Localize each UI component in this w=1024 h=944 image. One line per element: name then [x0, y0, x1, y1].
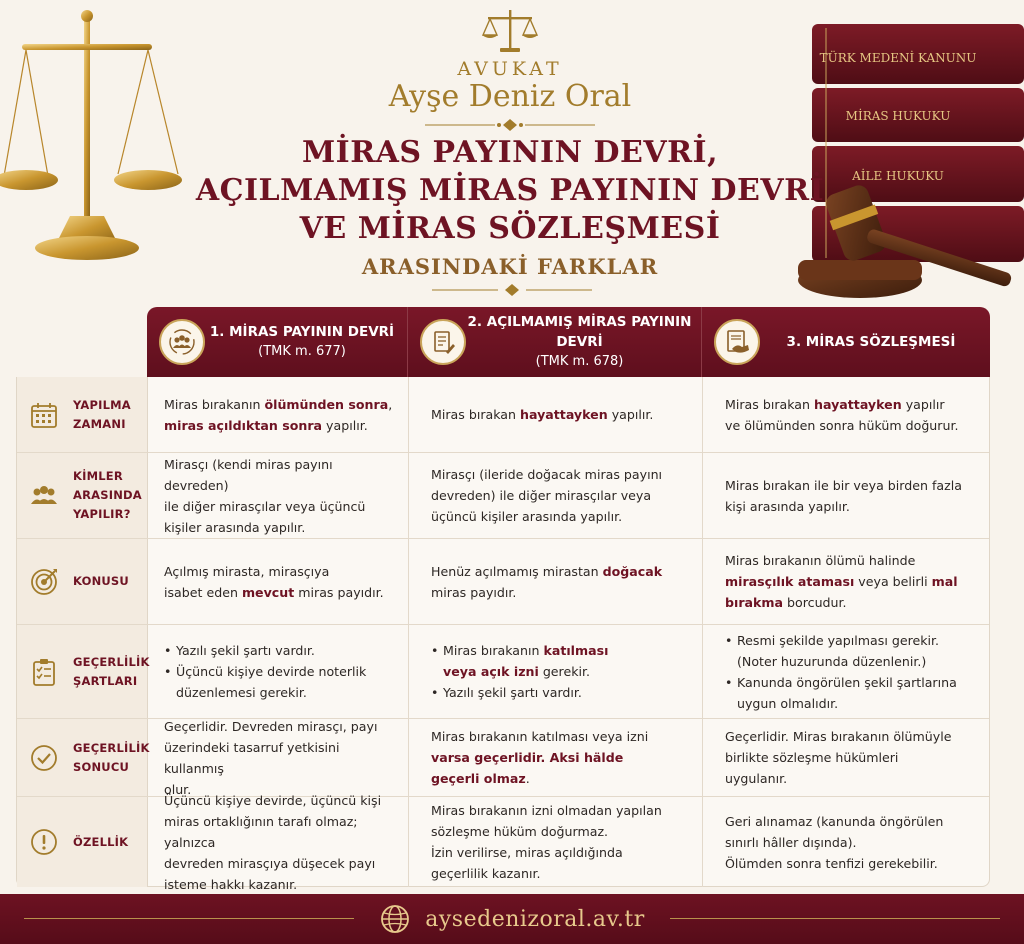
cell-line: [164, 561, 396, 582]
column-1-title: 1. MİRAS PAYININ DEVRİ: [209, 324, 395, 340]
column-2-title: 2. AÇILMAMIŞ MİRAS PAYININ DEVRİ: [467, 314, 692, 350]
cell-line: [164, 853, 396, 874]
column-2-ref: (TMK m. 678): [535, 354, 624, 369]
cell-text: borcudur.: [783, 595, 847, 610]
page-title: [190, 134, 830, 248]
cell-text: .: [525, 771, 530, 786]
ornament-divider-icon: [432, 283, 592, 297]
row-label: [17, 625, 148, 718]
row-label: [17, 377, 148, 452]
cell-text: kişi arasında yapılır.: [725, 498, 850, 514]
cell-col2: [409, 625, 703, 718]
cell-text: devreden mirasçıya düşecek payı: [164, 855, 376, 871]
cell-text: Miras bırakan ile bir veya birden fazla: [725, 477, 962, 493]
cell-line: [725, 394, 979, 415]
column-3-title: 3. MİRAS SÖZLEŞMESİ: [786, 334, 956, 350]
cell-line: [164, 874, 396, 895]
cell-text: miras ortaklığının tarafı olmaz; yalnızca: [164, 813, 358, 850]
ornament-divider-icon: [425, 118, 595, 132]
highlight-text: ölümünden sonra: [264, 396, 389, 412]
cell-line: [164, 454, 396, 496]
cell-text: miras payıdır.: [294, 584, 384, 600]
cell-text: Geçerlidir. Devreden mirasçı, payı: [164, 718, 378, 734]
cell-col3: [703, 377, 989, 452]
table-body: [16, 377, 990, 892]
cell-line: [725, 832, 979, 853]
cell-line: [725, 726, 979, 747]
people-exchange-icon: [159, 319, 205, 365]
profession-label: AVUKAT: [457, 58, 563, 80]
cell-text: Miras bırakanın katılması veya izni: [431, 729, 649, 744]
page-subtitle: ARASINDAKİ FARKLAR: [361, 254, 659, 279]
lawyer-name: Ayşe Deniz Oral: [388, 79, 632, 114]
footer-divider: [24, 918, 354, 919]
highlight-text: katılması: [543, 643, 609, 658]
cell-text: Üçüncü kişiye devirde, üçüncü kişi: [164, 792, 382, 808]
cell-text: devreden) ile diğer mirasçılar veya: [431, 488, 652, 503]
cell-col2: [409, 719, 703, 796]
title-line-3: VE MİRAS SÖZLEŞMESİ: [299, 211, 721, 246]
cell-line: [725, 415, 979, 436]
cell-text: ile diğer mirasçılar veya üçüncü: [164, 498, 366, 514]
column-header-3: [702, 307, 990, 377]
cell-line: [164, 790, 396, 811]
cell-text: yapılır.: [322, 417, 368, 433]
cell-line: [164, 496, 396, 517]
cell-text: ,: [388, 396, 393, 412]
cell-col3: [703, 797, 989, 887]
cell-col1: [148, 377, 409, 452]
cell-text: Kanunda öngörülen şekil şartlarına: [737, 674, 957, 690]
cell-col1: [148, 453, 409, 538]
highlight-text: hayattayken: [814, 396, 902, 412]
cell-col2: [409, 797, 703, 887]
table-row: [17, 539, 989, 625]
scales-of-justice-icon: [0, 8, 190, 266]
cell-text: Üçüncü kişiye devirde noterlik: [176, 664, 367, 679]
cell-line: [164, 682, 396, 703]
cell-text: Miras bırakan: [725, 396, 814, 412]
clipboard-checklist-icon: [29, 657, 59, 687]
cell-text: yapılır.: [607, 407, 654, 422]
cell-line: [725, 747, 979, 768]
cell-line: [164, 517, 396, 538]
cell-line: [431, 661, 690, 682]
cell-text: Geri alınamaz (kanunda öngörülen: [725, 813, 944, 829]
cell-text: üçüncü kişiler arasında yapılır.: [431, 509, 623, 524]
highlight-text: mevcut: [241, 584, 295, 600]
row-label-line: GEÇERLİLİK: [73, 654, 150, 669]
cell-text: gerekir.: [538, 664, 591, 679]
cell-text: sınırlı hâller dışında).: [725, 834, 857, 850]
cell-text: Geçerlidir. Miras bırakanın ölümüyle: [725, 729, 952, 744]
column-header-1: [147, 307, 408, 377]
cell-line: [431, 863, 690, 884]
cell-line: [431, 768, 690, 789]
brand-block: [300, 8, 720, 132]
globe-icon: [379, 903, 411, 935]
cell-text: düzenlemesi gerekir.: [176, 685, 307, 700]
cell-line: [164, 716, 396, 737]
cell-line: [431, 485, 690, 506]
cell-line: [725, 811, 979, 832]
book-2-title: MİRAS HUKUKU: [845, 109, 951, 123]
highlight-text: geçerli olmaz: [431, 771, 526, 786]
check-circle-icon: [29, 743, 59, 773]
cell-text: Miras bırakanın: [443, 643, 544, 658]
table-row: [17, 719, 989, 797]
cell-line: [431, 682, 690, 703]
cell-line: [725, 693, 979, 714]
cell-text: İzin verilirse, miras açıldığında: [431, 845, 623, 860]
cell-col3: [703, 625, 989, 718]
column-1-ref: (TMK m. 677): [258, 344, 346, 359]
row-label-line: YAPILMA: [73, 397, 131, 412]
cell-text: yapılır: [901, 396, 945, 412]
cell-text: uygulanır.: [725, 771, 788, 786]
highlight-text: doğacak: [602, 563, 663, 579]
row-label-line: ARASINDA: [73, 488, 142, 502]
row-label-line: ŞARTLARI: [73, 673, 138, 688]
cell-line: [725, 768, 979, 789]
cell-text: isabet eden: [164, 584, 242, 600]
cell-col2: [409, 453, 703, 538]
table-row: [17, 453, 989, 539]
cell-text: Miras bırakanın ölümü halinde: [725, 553, 916, 568]
cell-line: [725, 571, 979, 592]
row-label: [17, 539, 148, 624]
title-line-2: AÇILMAMIŞ MİRAS PAYININ DEVRİ: [195, 173, 825, 208]
cell-text: veya belirli: [854, 574, 932, 589]
cell-text: olur.: [164, 781, 192, 797]
row-label-line: KİMLER: [73, 469, 123, 483]
cell-line: [164, 394, 396, 415]
cell-line: [431, 464, 690, 485]
column-header-2: [408, 307, 702, 377]
cell-col2: [409, 377, 703, 452]
book-3-title: AİLE HUKUKU: [852, 169, 944, 183]
cell-text: Resmi şekilde yapılması gerekir.: [737, 632, 940, 648]
cell-line: [725, 496, 979, 517]
cell-line: [725, 853, 979, 874]
row-label-line: KONUSU: [73, 574, 129, 588]
cell-col1: [148, 719, 409, 796]
cell-text: Miras bırakan: [431, 407, 520, 422]
cell-col1: [148, 539, 409, 624]
cell-text: üzerindeki tasarruf yetkisini kullanmış: [164, 739, 340, 776]
table-row: [17, 792, 989, 892]
footer-bar: [0, 894, 1024, 944]
cell-line: [725, 550, 979, 571]
cell-line: [431, 842, 690, 863]
comparison-table: [16, 307, 990, 892]
cell-line: [164, 640, 396, 661]
target-icon: [29, 567, 59, 597]
exclamation-circle-icon: [29, 827, 59, 857]
cell-col1: [148, 792, 409, 892]
cell-line: [164, 737, 396, 779]
cell-line: [431, 506, 690, 527]
group-icon: [29, 481, 59, 511]
cell-text: isteme hakkı kazanır.: [164, 876, 298, 892]
cell-text: Miras bırakanın izni olmadan yapılan: [431, 803, 662, 818]
cell-col3: [703, 719, 989, 796]
highlight-text: varsa geçerlidir. Aksi hälde: [431, 750, 624, 765]
cell-text: Yazılı şekil şartı vardır.: [443, 685, 582, 700]
row-label-line: GEÇERLİLİK: [73, 740, 150, 755]
footer-divider: [670, 918, 1000, 919]
cell-col3: [703, 539, 989, 624]
cell-text: Mirasçı (ileride doğacak miras payını: [431, 467, 663, 482]
cell-text: Yazılı şekil şartı vardır.: [176, 643, 315, 658]
cell-line: [431, 640, 690, 661]
cell-text: Mirasçı (kendi miras payını devreden): [164, 456, 333, 493]
row-label: [17, 453, 148, 538]
highlight-text: bırakma: [725, 595, 784, 610]
cell-line: [431, 404, 690, 425]
row-label-line: ÖZELLİK: [73, 834, 129, 849]
cell-text: ve ölümünden sonra hüküm doğurur.: [725, 417, 959, 433]
row-label-line: SONUCU: [73, 759, 129, 774]
cell-line: [725, 630, 979, 651]
cell-text: kişiler arasında yapılır.: [164, 519, 306, 535]
table-row: [17, 377, 989, 453]
website-link[interactable]: aysedenizoral.av.tr: [425, 906, 645, 932]
highlight-text: miras açıldıktan sonra: [164, 417, 323, 433]
cell-line: [431, 726, 690, 747]
document-pen-icon: [420, 319, 466, 365]
row-label-line: YAPILIR?: [73, 507, 131, 521]
cell-line: [725, 651, 979, 672]
highlight-text: veya açık izni: [443, 664, 539, 679]
table-row: [17, 625, 989, 719]
scales-logo-icon: [480, 8, 540, 56]
cell-line: [725, 672, 979, 693]
cell-col2: [409, 539, 703, 624]
book-1-title: TÜRK MEDENİ KANUNU: [819, 51, 977, 65]
highlight-text: mal: [931, 574, 958, 589]
cell-line: [164, 661, 396, 682]
cell-text: uygun olmalıdır.: [737, 695, 839, 711]
cell-text: birlikte sözleşme hükümleri: [725, 750, 899, 765]
cell-line: [431, 800, 690, 821]
cell-line: [725, 475, 979, 496]
cell-col1: [148, 625, 409, 718]
highlight-text: hayattayken: [520, 407, 608, 422]
cell-text: Miras bırakanın: [164, 396, 265, 412]
cell-text: sözleşme hüküm doğurmaz.: [431, 824, 609, 839]
cell-line: [431, 561, 690, 582]
cell-line: [164, 415, 396, 436]
cell-text: Açılmış mirasta, mirasçıya: [164, 563, 330, 579]
cell-line: [725, 592, 979, 613]
calendar-icon: [29, 400, 59, 430]
cell-line: [431, 582, 690, 603]
cell-text: Ölümden sonra tenfizi gerekebilir.: [725, 855, 938, 871]
row-label: [17, 719, 148, 796]
row-label: [17, 797, 148, 887]
cell-line: [164, 582, 396, 603]
cell-text: miras payıdır.: [431, 584, 517, 600]
highlight-text: mirasçılık ataması: [725, 574, 855, 589]
title-line-1: MİRAS PAYININ DEVRİ,: [301, 135, 719, 170]
cell-text: Henüz açılmamış mirastan: [431, 563, 603, 579]
cell-line: [431, 821, 690, 842]
cell-line: [431, 747, 690, 768]
cell-text: (Noter huzurunda düzenlenir.): [737, 653, 927, 669]
cell-line: [164, 811, 396, 853]
row-label-line: ZAMANI: [73, 416, 126, 431]
cell-text: geçerlilik kazanır.: [431, 866, 541, 881]
contract-handshake-icon: [714, 319, 760, 365]
cell-col3: [703, 453, 989, 538]
